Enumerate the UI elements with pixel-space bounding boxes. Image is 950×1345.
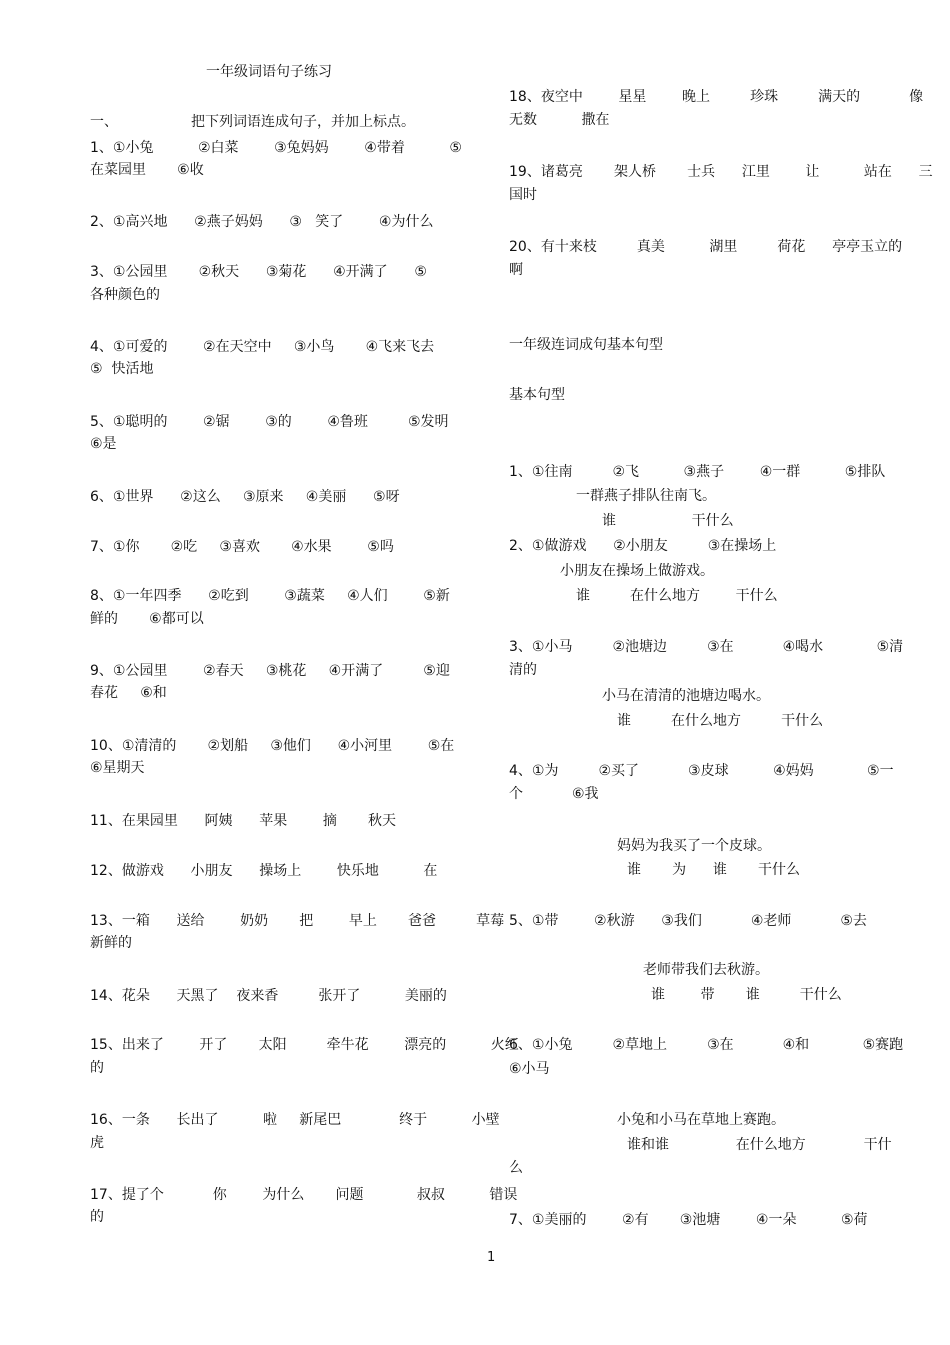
question-line: 1、①往南 ②飞 ③燕子 ④一群 ⑤排队	[509, 464, 886, 480]
page-title: 一年级词语句子练习	[206, 64, 332, 80]
question-line: 6、①世界 ②这么 ③原来 ④美丽 ⑤呀	[90, 489, 400, 505]
question-line: 6、①小兔 ②草地上 ③在 ④和 ⑤赛跑	[509, 1037, 904, 1053]
section-instruction: 把下列词语连成句子，并加上标点。	[191, 114, 415, 130]
question-line: 在菜园里 ⑥收	[90, 162, 204, 178]
answer-sentence: 妈妈为我买了一个皮球。	[617, 838, 771, 854]
question-line: 4、①可爱的 ②在天空中 ③小鸟 ④飞来飞去	[90, 339, 435, 355]
question-line: 12、做游戏 小朋友 操场上 快乐地 在	[90, 863, 438, 879]
sentence-pattern: 谁 在什么地方 干什么	[576, 588, 778, 604]
question-line: 19、诸葛亮 架人桥 士兵 江里 让 站在 三	[509, 164, 933, 180]
question-line: 5、①聪明的 ②锯 ③的 ④鲁班 ⑤发明	[90, 414, 449, 430]
question-line: 各种颜色的	[90, 287, 160, 303]
question-line: 1、①小兔 ②白菜 ③兔妈妈 ④带着 ⑤	[90, 140, 462, 156]
question-line: 15、出来了 开了 太阳 牵牛花 漂亮的 火红	[90, 1037, 519, 1053]
question-line: 17、提了个 你 为什么 问题 叔叔 错误	[90, 1187, 518, 1203]
question-line: 10、①清清的 ②划船 ③他们 ④小河里 ⑤在	[90, 738, 455, 754]
sentence-pattern: 么	[509, 1160, 523, 1176]
question-line: 14、花朵 天黑了 夜来香 张开了 美丽的	[90, 988, 447, 1004]
question-line: 新鲜的	[90, 935, 132, 951]
question-line: 啊	[509, 262, 523, 278]
question-line: 11、在果园里 阿姨 苹果 摘 秋天	[90, 813, 396, 829]
question-line: 2、①高兴地 ②燕子妈妈 ③ 笑了 ④为什么	[90, 214, 434, 230]
answer-sentence: 一群燕子排队往南飞。	[576, 488, 716, 504]
question-line: 7、①美丽的 ②有 ③池塘 ④一朵 ⑤荷	[509, 1212, 868, 1228]
question-line: 20、有十来枝 真美 湖里 荷花 亭亭玉立的	[509, 239, 903, 255]
question-line: 无数 撒在	[509, 112, 610, 128]
question-line: 3、①小马 ②池塘边 ③在 ④喝水 ⑤清	[509, 639, 904, 655]
question-line: 9、①公园里 ②春天 ③桃花 ④开满了 ⑤迎	[90, 663, 450, 679]
question-line: 13、一箱 送给 奶奶 把 早上 爸爸 草莓	[90, 913, 505, 929]
question-line: 16、一条 长出了 啦 新尾巴 终于 小壁	[90, 1112, 500, 1128]
question-line: 个 ⑥我	[509, 786, 599, 802]
sentence-pattern: 谁 为 谁 干什么	[627, 862, 801, 878]
question-line: 的	[90, 1209, 104, 1225]
answer-sentence: 老师带我们去秋游。	[643, 962, 769, 978]
sentence-pattern: 谁 带 谁 干什么	[651, 987, 842, 1003]
answer-sentence: 小朋友在操场上做游戏。	[560, 563, 714, 579]
sentence-pattern: 谁和谁 在什么地方 干什	[627, 1137, 892, 1153]
question-line: ⑥星期天	[90, 760, 145, 776]
sentence-pattern: 谁 在什么地方 干什么	[617, 713, 824, 729]
answer-sentence: 小兔和小马在草地上赛跑。	[617, 1112, 785, 1128]
question-line: 3、①公园里 ②秋天 ③菊花 ④开满了 ⑤	[90, 264, 427, 280]
question-line: 4、①为 ②买了 ③皮球 ④妈妈 ⑤一	[509, 763, 894, 779]
question-line: 8、①一年四季 ②吃到 ③蔬菜 ④人们 ⑤新	[90, 588, 450, 604]
section-title: 一年级连词成句基本句型	[509, 337, 663, 353]
question-line: 鲜的 ⑥都可以	[90, 611, 204, 627]
question-line: 5、①带 ②秋游 ③我们 ④老师 ⑤去	[509, 913, 867, 929]
question-line: ⑥是	[90, 436, 117, 452]
page-number: 1	[487, 1250, 496, 1265]
question-line: 7、①你 ②吃 ③喜欢 ④水果 ⑤吗	[90, 539, 394, 555]
question-line: 虎	[90, 1135, 104, 1151]
section-subtitle: 基本句型	[509, 387, 565, 403]
question-line: 的	[90, 1060, 104, 1076]
section-number: 一、	[90, 114, 118, 130]
answer-sentence: 小马在清清的池塘边喝水。	[602, 688, 770, 704]
question-line: 春花 ⑥和	[90, 685, 167, 701]
question-line: ⑥小马	[509, 1061, 550, 1077]
sentence-pattern: 谁 干什么	[602, 513, 734, 529]
question-line: 国时	[509, 187, 537, 203]
question-line: ⑤ 快活地	[90, 361, 154, 377]
question-line: 2、①做游戏 ②小朋友 ③在操场上	[509, 538, 777, 554]
question-line: 18、夜空中 星星 晚上 珍珠 满天的 像	[509, 89, 924, 105]
question-line: 清的	[509, 662, 537, 678]
